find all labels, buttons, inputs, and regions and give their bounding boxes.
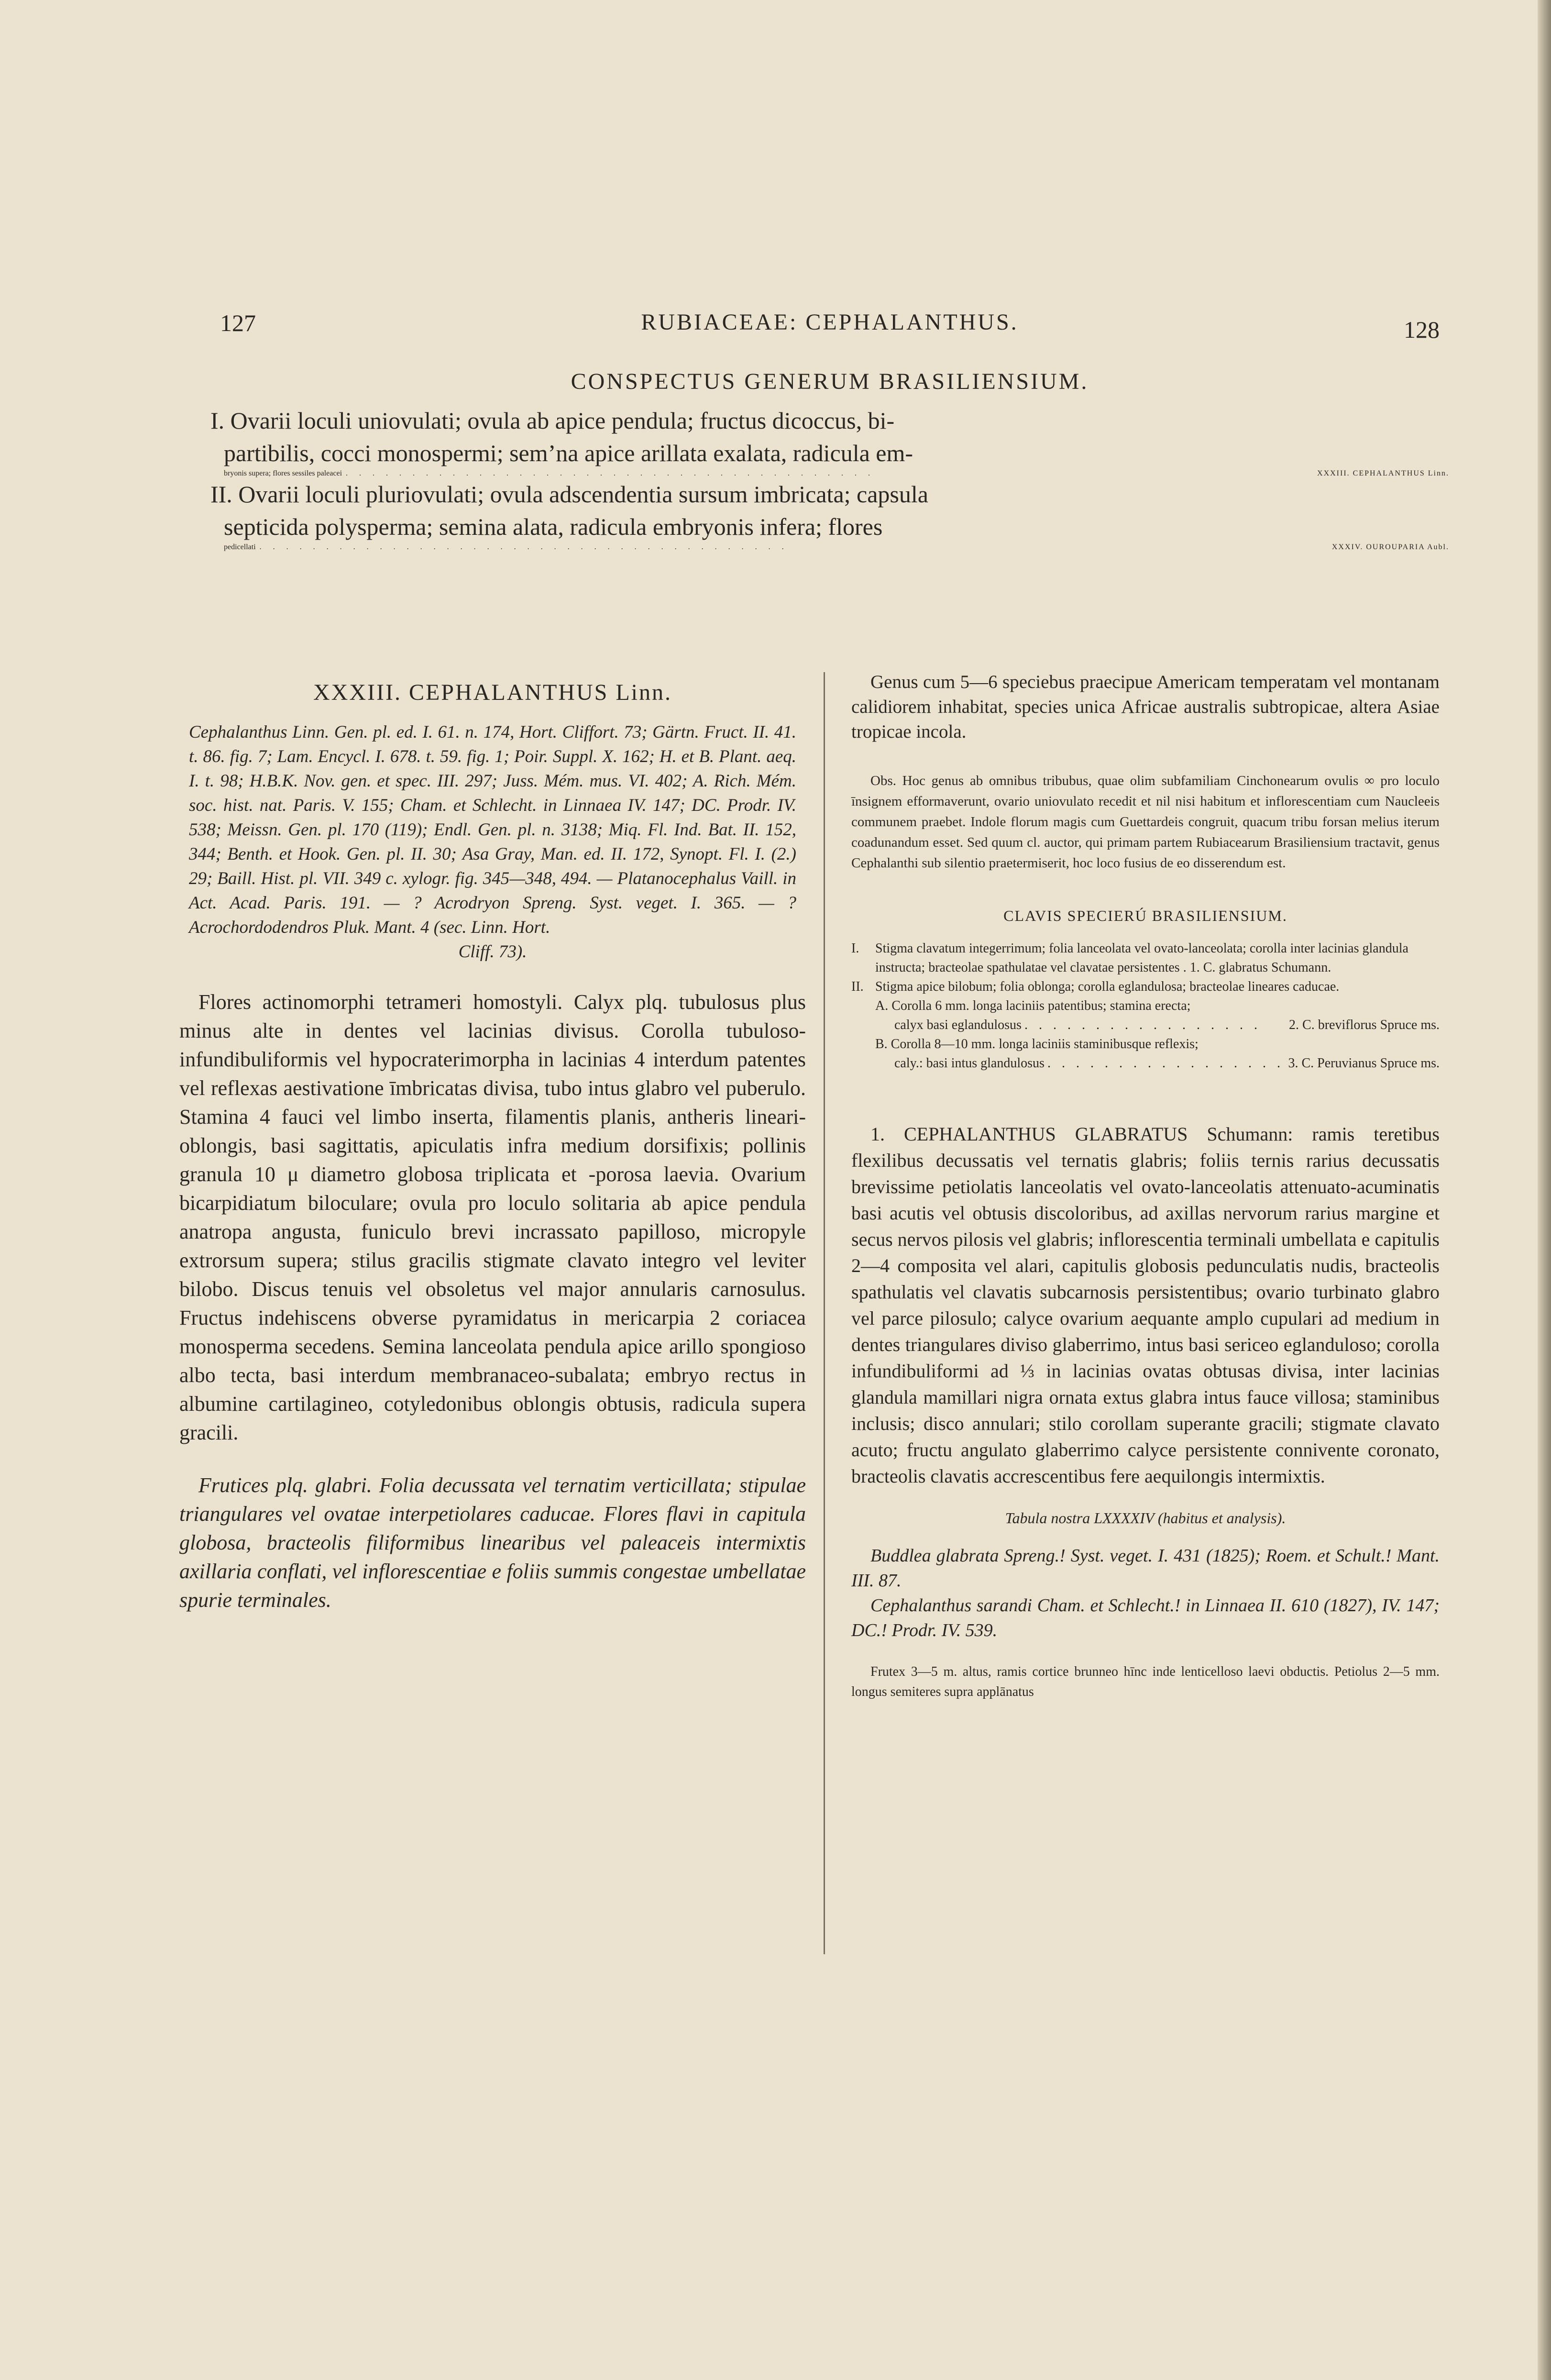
genus-title: XXXIII. CEPHALANTHUS Linn. xyxy=(313,680,672,705)
synonymy-last-line: Cliff. 73). xyxy=(458,942,527,962)
genus-distribution: Genus cum 5—6 speciebus praecipue Americam temperatam vel montanam calidiorem inhabitat, species unica Africae australis subtropicae, altera Asiae tropicae incola. xyxy=(851,672,1440,742)
conspectus-genus-2: XXXIV. OUROUPARIA Aubl. xyxy=(1331,543,1449,551)
synonymy-text: Cephalanthus Linn. Gen. pl. ed. I. 61. n. 174, Hort. Cliffort. 73; Gärtn. Fruct. II. 41. t. 86. fig. 7; Lam. Encycl. I. 678. t. 59. fig. 1; Poir. Suppl. X. 162; H. et B. Plant. aeq. I. t. 98; H.B.K. Nov. gen. et spec. III. 297; Juss. Mém. mus. VI. 402; A. Rich. Mém. soc. hist. nat. Paris. V. 155; Cham. et Schlecht. in Linnaea IV. 147; DC. Prodr. IV. 538; Meissn. Gen. pl. 170 (119); Endl. Gen. pl. n. 3138; Miq. Fl. Ind. Bat. II. 152, 344; Benth. et Hook. Gen. pl. II. 30; Asa Gray, Man. ed. II. 172, Synopt. Fl. I. (2.) 29; Baill. Hist. pl. VII. 349 c. xylogr. fig. 345—348, 494. — Platanocephalus Vaill. in Act. Acad. Paris. 191. — ? Acrodryon Spreng. Syst. veget. I. 365. — ? Acrochordodendros Pluk. Mant. 4 (sec. Linn. Hort. xyxy=(189,722,796,937)
species-key xyxy=(851,939,1440,1073)
conspectus-section xyxy=(210,368,1449,552)
key-entry-ii xyxy=(851,977,1440,996)
key-entry-i-text: Stigma clavatum integerrimum; folia lanceolata vel ovato-lanceolata; corolla inter lacinias glandula instructa; bracteolae spathulatae vel clavatae persistentes xyxy=(875,941,1408,975)
conspectus-item-1-line-2: partibilis, cocci monospermi; semʼna apice arillata exalata, radicula em- xyxy=(224,440,913,466)
species-description: 1. CEPHALANTHUS GLABRATUS Schumann: ramis teretibus flexilibus decussatis vel ternatis glabris; foliis ternis rarius decussatis brevissime petiolatis lanceolatis vel ovato-lanceolatis attenuato-acuminatis basi acutis vel obtusis discoloribus, ad axillas nervorum rarius margine et secus nervos pilosis vel glabris; inflorescentia terminali umbellata e capitulis 2—4 composita vel alari, capitulis globosis pedunculatis nudis, bracteolis spathulatis vel clavatis subcarnosis persistentibus; ovario turbinato glabro vel parce pilosulo; calyce ovarium aequante amplo cupulari ad medium in dentes triangulares diviso glaberrimo, intus basi sericeo eglanduloso; corolla infundibuliformi ad ⅓ in lacinias ovatas obtusas divisa, inter lacinias glandula mamillari nigra ornata extus glabra intus fauce villosa; staminibus inclusis; disco annulari; stilo corollam superante gracili; stigmate clavato acuto; fructu angulato glaberrimo calyce persistente connivente coronato, bracteolis clavatis accrescentibus fere aequilongis intermixtis. xyxy=(851,1123,1440,1487)
key-entry-b-text-2: caly.: basi intus glandulosus xyxy=(894,1056,1045,1071)
column-divider xyxy=(824,672,825,1954)
key-number: I. xyxy=(851,941,859,956)
leader-dots: . . . . . . . . . . . . . . . . . xyxy=(1047,1056,1284,1071)
page-number-left: 127 xyxy=(220,310,256,336)
observation-note: Obs. Hoc genus ab omnibus tribubus, quae olim subfamiliam Cinchonearum ovulis ∞ pro loculo īnsignem efformaverunt, ovario uniovulato recedit et nil nisi habitum et inflorescentiam cum Naucleeis communem praebet. Indole florum magis cum Guettardeis congruit, quacum tribu forsan melius iterum coadunandum esset. Sed quum cl. auctor, qui primam partem Rubiacearum Brasiliensium tractavit, genus Cephalanthi sub silentio praetermiserit, hoc loco fusius de eo disserendum est. xyxy=(851,773,1440,871)
frutex-description: Frutex 3—5 m. altus, ramis cortice brunneo hīnc inde lenticelloso laevi obductis. Petiolus 2—5 mm. longus semiteres supra applānatus xyxy=(851,1664,1440,1699)
key-species-2: 2. C. breviflorus Spruce ms. xyxy=(1289,1018,1440,1032)
key-species-1: 1. C. glabratus Schumann. xyxy=(1189,960,1331,975)
leader-dots: . . . . . . . . . . . . . . . . . . . . . . . . . . . . . . . . . . . . . . . . xyxy=(259,543,789,551)
conspectus-item-1-line-1: I. Ovarii loculi uniovulati; ovula ab apice pendula; fructus dicoccus, bi- xyxy=(210,407,895,434)
page-number-right: 128 xyxy=(1404,316,1440,343)
conspectus-item-2-line-3: pedicellati xyxy=(224,543,256,551)
genus-habit: Frutices plq. glabri. Folia decussata vel ternatim verticillata; stipulae triangulares vel ovatae interpetiolares caducae. Flores flavi in capitula globosa, bracteolis filiformibus linearibus vel paleaceis intermixtis axillaria conflati, vel inflorescentiae e foliis summis congestae umbellatae spurie terminales. xyxy=(179,1473,806,1612)
left-column xyxy=(179,670,806,1615)
page-edge xyxy=(1538,0,1551,2380)
conspectus-item-1-lead xyxy=(210,469,1449,478)
synonymy-block xyxy=(179,720,806,964)
running-title: RUBIACEAE: CEPHALANTHUS. xyxy=(641,310,1019,335)
key-text xyxy=(875,939,1440,977)
key-entry-a-text: A. Corolla 6 mm. longa laciniis patentibus; stamina erecta; xyxy=(875,998,1191,1013)
plate-reference: Tabula nostra LXXXXIV (habitus et analysis). xyxy=(1005,1509,1286,1527)
key-entry-i xyxy=(851,939,1440,977)
conspectus-item-2-line-2: septicida polysperma; semina alata, radicula embryonis infera; flores xyxy=(224,513,883,540)
reference-1: Buddlea glabrata Spreng.! Syst. veget. I. 431 (1825); Roem. et Schult.! Mant. III. 87. xyxy=(851,1546,1440,1591)
key-entry-a xyxy=(851,996,1440,1035)
key-entry-a-text-2: calyx basi eglandulosus xyxy=(894,1018,1022,1032)
conspectus-item-2-lead xyxy=(210,543,1449,552)
genus-description: Flores actinomorphi tetrameri homostyli. Calyx plq. tubulosus plus minus alte in dentes vel lacinias divisus. Corolla tubuloso-infundibuliformis vel hypocraterimorpha in lacinias 4 interdum patentes vel reflexas aestivatione īmbricatas divisa, tubo intus glabro vel puberulo. Stamina 4 fauci vel limbo inserta, filamentis planis, antheris lineari-oblongis, basi sagittatis, apiculatis infra medium dorsifixis; pollinis granula 10 μ diametro globosa triplicata et -porosa laevia. Ovarium bicarpidiatum biloculare; ovulа pro loculo solitaria ab apice pendula anatropa angusta, funiculo brevi incrassato papilloso, micropyle extrorsum supera; stilus gracilis stigmate clavato integro vel leviter bilobo. Discus tenuis vel obsoletus vel major annularis carnosulus. Fructus indehiscens obverse pyramidatus in mericarpia 2 coriacea monosperma secedens. Semina lanceolata pendula apice arillo spongioso albo tecta, basi interdum membranaceo-subalata; embryo rectus in albumine cartilagineo, cotyledonibus oblongis obtusis, radicula supera gracili. xyxy=(179,990,806,1444)
key-entry-ii-text: Stigma apice bilobum; folia oblonga; corolla eglandulosa; bracteolae lineares caducae. xyxy=(875,979,1340,994)
clavis-title: CLAVIS SPECIERÚ BRASILIENSIUM. xyxy=(1003,907,1287,924)
key-entry-b-lead xyxy=(875,1054,1440,1073)
conspectus-title: CONSPECTUS GENERUM BRASILIENSIUM. xyxy=(571,369,1089,394)
conspectus-genus-1: XXXIII. CEPHALANTHUS Linn. xyxy=(1317,469,1449,477)
key-entry-b xyxy=(851,1035,1440,1073)
page-header xyxy=(210,306,1449,349)
leader-dots: . . . . . . . . . . . . . . . . . . . . . . . . . . . . . . . . . . . . . . . . xyxy=(346,469,875,477)
species-references xyxy=(851,1543,1440,1643)
conspectus-item-1-line-3: bryonis supera; flores sessiles paleacei xyxy=(224,469,342,477)
key-number: II. xyxy=(851,979,864,994)
key-entry-a-lead xyxy=(875,1016,1440,1035)
right-column xyxy=(851,670,1440,1716)
key-species-3: 3. C. Peruvianus Spruce ms. xyxy=(1288,1056,1440,1071)
leader-dots: . xyxy=(1183,960,1190,975)
leader-dots: . . . . . . . . . . . . . . . . . xyxy=(1024,1018,1261,1032)
key-entry-b-text: B. Corolla 8—10 mm. longa laciniis staminibusque reflexis; xyxy=(875,1037,1199,1052)
reference-2: Cephalanthus sarandi Cham. et Schlecht.! in Linnaea II. 610 (1827), IV. 147; DC.! Prodr. IV. 539. xyxy=(851,1595,1440,1640)
conspectus-item-2-line-1: II. Ovarii loculi pluriovulati; ovula adscendentia sursum imbricata; capsula xyxy=(210,481,928,508)
